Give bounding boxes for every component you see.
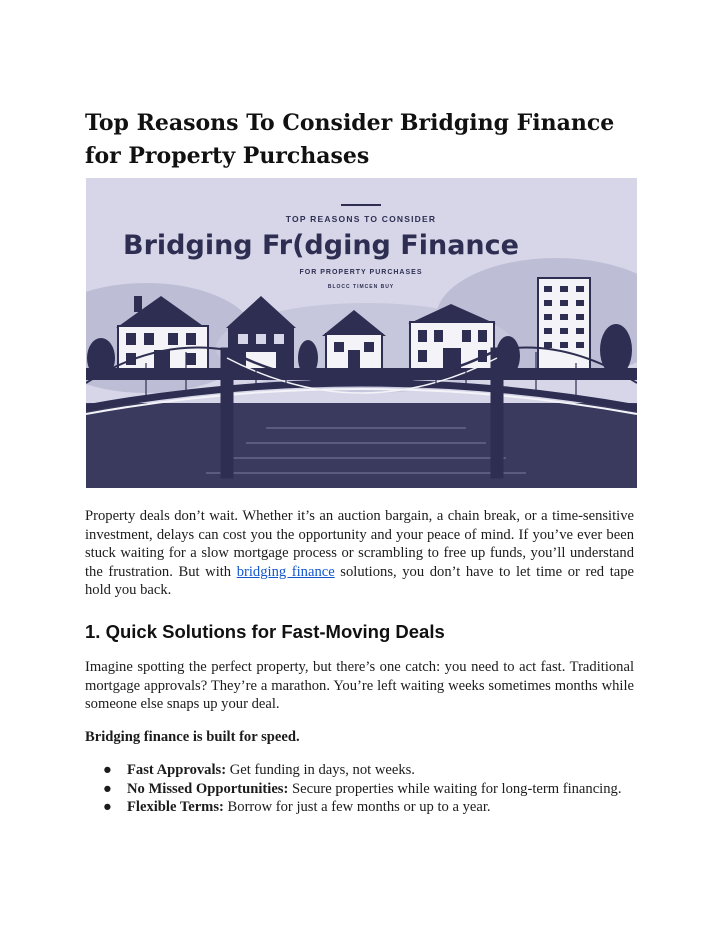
bridging-finance-link[interactable]: bridging finance: [236, 563, 335, 580]
bullet-label: Flexible Terms:: [127, 799, 224, 816]
benefits-list: [85, 761, 634, 817]
hero-byline: BLOCC TIMCEN BUY: [327, 284, 395, 290]
list-item: [85, 780, 634, 799]
intro-text-start: Property deals don’t wait. Whether it’s an auction bargain, a chain break, or a time-sensitive investment, delays can cost you the opportunity and your peace of mind. If you’ve ever been stuck waiting for a slow mortgage process or scrambling to free up funds, you’ll understand the frustration. But with: [85, 508, 634, 580]
bullet-text: Borrow for just a few months or up to a year.: [223, 799, 491, 816]
section-heading: 1. Quick Solutions for Fast-Moving Deals: [85, 621, 445, 642]
list-item: [85, 761, 634, 780]
section-emphasis: Bridging finance is built for speed.: [85, 729, 300, 745]
bullet-marker: ●: [103, 762, 112, 778]
bullet-marker: ●: [103, 780, 112, 797]
section-paragraph: Imagine spotting the perfect property, but there’s one catch: you need to act fast. Traditional mortgage approvals? They’re a marathon. You’re left waiting weeks sometimes months while someone else snaps up your deal.: [85, 659, 634, 713]
intro-text-end: solutions, you don’t have to let time or red tape hold you back.: [85, 563, 634, 599]
bullet-marker: ●: [103, 799, 112, 816]
bullet-label: No Missed Opportunities:: [127, 780, 289, 797]
hero-subline: FOR PROPERTY PURCHASES: [299, 269, 423, 276]
hero-kicker: TOP REASONS TO CONSIDER: [285, 214, 437, 224]
list-item: [85, 798, 634, 817]
page-title: Top Reasons To Consider Bridging Finance for Property Purchases: [85, 110, 615, 169]
hero-headline: Bridging Fr(dging Finance: [123, 230, 519, 261]
bullet-label: Fast Approvals:: [127, 762, 227, 778]
bullet-text: Secure properties while waiting for long-term financing.: [288, 780, 622, 797]
hero-illustration: [86, 178, 637, 488]
bullet-text: Get funding in days, not weeks.: [226, 762, 415, 778]
intro-paragraph: [85, 507, 634, 600]
